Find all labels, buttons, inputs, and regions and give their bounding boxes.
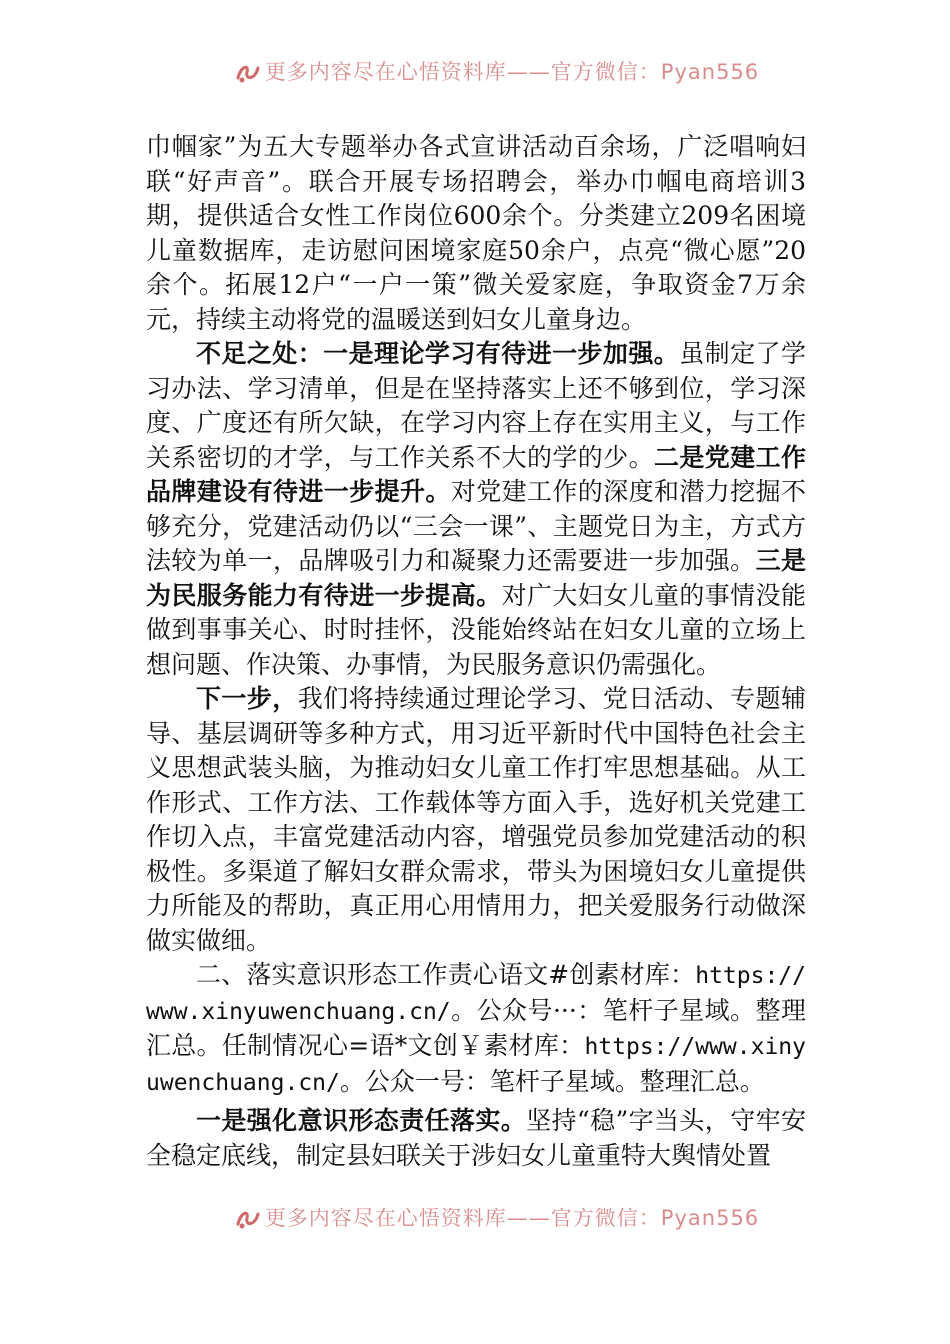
paragraph-next-steps: 下一步，我们将持续通过理论学习、党日活动、专题辅导、基层调研等多种方式，用习近平新时代中国特色社会主义思想武装头脑，为推动妇女儿童工作打牢思想基础。从工作形式、工作方法、工作载体等方面入手，选好机关党建工作切入点，丰富党建活动内容，增强党员参加党建活动的积极性。多渠道了解妇女群众需求，带头为困境妇女儿童提供力所能及的帮助，真正用心用情用力，把关爱服务行动做深做实做细。 — [146, 684, 806, 955]
paragraph-responsibility: 一是强化意识形态责任落实。坚持“稳”字当头，守牢安全稳定底线，制定县妇联关于涉妇女儿童重特大舆情处置 — [146, 1106, 806, 1170]
responsibility-heading: 一是强化意识形态责任落实。 — [196, 1106, 527, 1135]
shortcoming-2-heading: 二是党建工作品牌建设有待进一步提升。 — [146, 442, 806, 506]
footer-watermark — [0, 1208, 950, 1234]
watermark-logo-icon — [235, 1208, 261, 1230]
next-steps-heading: 下一步， — [196, 684, 298, 713]
shortcoming-3-heading: 三是为民服务能力有待进一步提高。 — [146, 546, 806, 610]
section-heading-ideology: 二、落实意识形态工作责心语文#创素材库：https://www.xinyuwenchuang.cn/。公众号···：笔杆子星域。整理汇总。任制情况心=语*文创￥素材库：https://www.xinyuwenchuang.cn/。公众一号：笔杆子星域。整理汇总。 — [146, 960, 806, 1096]
header-watermark — [0, 58, 950, 84]
watermark-logo-icon — [235, 62, 261, 84]
watermark-text: 更多内容尽在心悟资料库——官方微信：Pyan556 — [264, 60, 760, 84]
document-body — [146, 130, 806, 1173]
paragraph-1: 巾帼家”为五大专题举办各式宣讲活动百余场，广泛唱响妇联“好声音”。联合开展专场招聘会，举办巾帼电商培训3期，提供适合女性工作岗位600余个。分类建立209名困境儿童数据库，走访慰问困境家庭50余户，点亮“微心愿”20余个。拓展12户“一户一策”微关爱家庭，争取资金7万余元，持续主动将党的温暖送到妇女儿童身边。 — [146, 132, 806, 334]
paragraph-shortcomings: 不足之处：一是理论学习有待进一步加强。虽制定了学习办法、学习清单，但是在坚持落实上还不够到位，学习深度、广度还有所欠缺，在学习内容上存在实用主义，与工作关系密切的才学，与工作关系不大的学的少。二是党建工作品牌建设有待进一步提升。对党建工作的深度和潜力挖掘不够充分，党建活动仍以“三会一课”、主题党日为主，方式方法较为单一，品牌吸引力和凝聚力还需要进一步加强。三是为民服务能力有待进一步提高。对广大妇女儿童的事情没能做到事事关心、时时挂怀，没能始终站在妇女儿童的立场上想问题、作决策、办事情，为民服务意识仍需强化。 — [146, 339, 806, 679]
shortcoming-1-heading: 不足之处：一是理论学习有待进一步加强。 — [196, 339, 680, 368]
watermark-text: 更多内容尽在心悟资料库——官方微信：Pyan556 — [264, 1208, 760, 1230]
source-link-1[interactable]: https://www.xinyuwenchuang.cn/ — [146, 963, 806, 1025]
source-link-2[interactable]: https://www.xinyuwenchuang.cn/ — [146, 1034, 806, 1096]
